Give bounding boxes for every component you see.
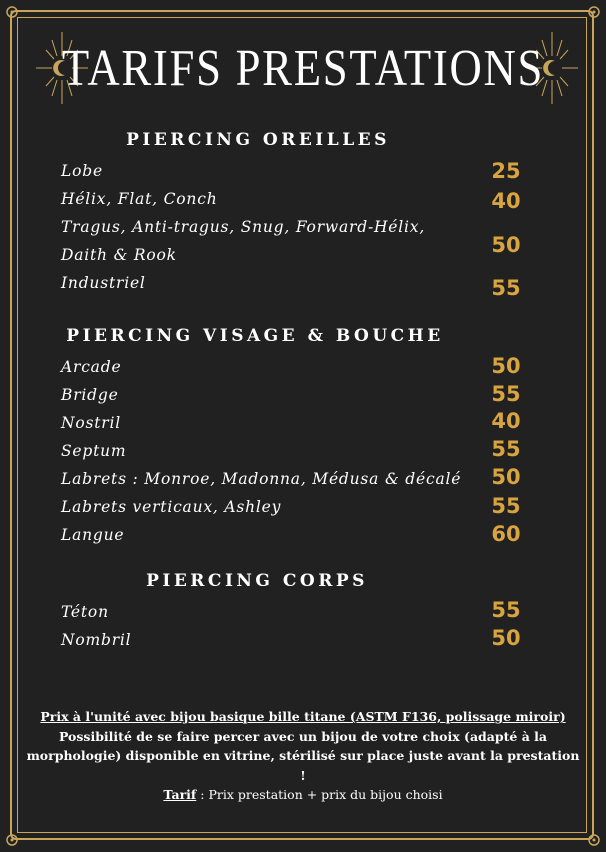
price-value: 55 bbox=[491, 598, 521, 622]
corner-ornament-icon bbox=[4, 832, 20, 848]
price-value: 60 bbox=[491, 522, 521, 546]
price-value: 50 bbox=[491, 626, 521, 650]
price-value: 50 bbox=[491, 233, 521, 257]
section-title-oreilles: PIERCING OREILLES bbox=[126, 130, 390, 150]
list-item-label: Labrets : Monroe, Madonna, Médusa & décalé bbox=[61, 470, 462, 488]
price-value: 55 bbox=[491, 382, 521, 406]
section-title-visage: PIERCING VISAGE & BOUCHE bbox=[66, 326, 444, 346]
corner-ornament-icon bbox=[586, 4, 602, 20]
list-item-label: Tragus, Anti-tragus, Snug, Forward-Hélix, bbox=[61, 218, 426, 236]
list-item-label: Hélix, Flat, Conch bbox=[61, 190, 218, 208]
price-value: 55 bbox=[491, 494, 521, 518]
page-title: TARIFS PRESTATIONS bbox=[61, 40, 545, 97]
price-value: 55 bbox=[491, 437, 521, 461]
list-item-label: Labrets verticaux, Ashley bbox=[61, 498, 282, 516]
footer-tarif-label: Tarif bbox=[163, 787, 197, 802]
list-item-label: Industriel bbox=[61, 274, 146, 292]
list-item-label: Arcade bbox=[61, 358, 122, 376]
footer-notes bbox=[24, 707, 582, 805]
section-title-corps: PIERCING CORPS bbox=[146, 571, 368, 591]
list-item-label: Nostril bbox=[61, 414, 122, 432]
list-item-label: Septum bbox=[61, 442, 127, 460]
price-value: 50 bbox=[491, 354, 521, 378]
price-value: 55 bbox=[491, 276, 521, 300]
list-item-label: Lobe bbox=[61, 162, 103, 180]
corner-ornament-icon bbox=[4, 4, 20, 20]
price-value: 50 bbox=[491, 465, 521, 489]
list-item-label-continued: Daith & Rook bbox=[61, 246, 177, 264]
price-value: 25 bbox=[491, 159, 521, 183]
list-item-label: Nombril bbox=[61, 631, 132, 649]
list-item-label: Langue bbox=[61, 526, 125, 544]
price-value: 40 bbox=[491, 189, 521, 213]
footer-tarif-line bbox=[24, 785, 582, 805]
footer-price-note: Prix à l'unité avec bijou basique bille titane (ASTM F136, polissage miroir) bbox=[40, 709, 566, 724]
list-item-label: Téton bbox=[61, 603, 109, 621]
list-item-label: Bridge bbox=[61, 386, 119, 404]
footer-tarif-text: : Prix prestation + prix du bijou choisi bbox=[196, 787, 443, 802]
footer-custom-jewel-note: Possibilité de se faire percer avec un bijou de votre choix (adapté à la morphologie) disponible en vitrine, stérilisé sur place juste avant la prestation ! bbox=[26, 728, 580, 783]
corner-ornament-icon bbox=[586, 832, 602, 848]
price-value: 40 bbox=[491, 409, 521, 433]
